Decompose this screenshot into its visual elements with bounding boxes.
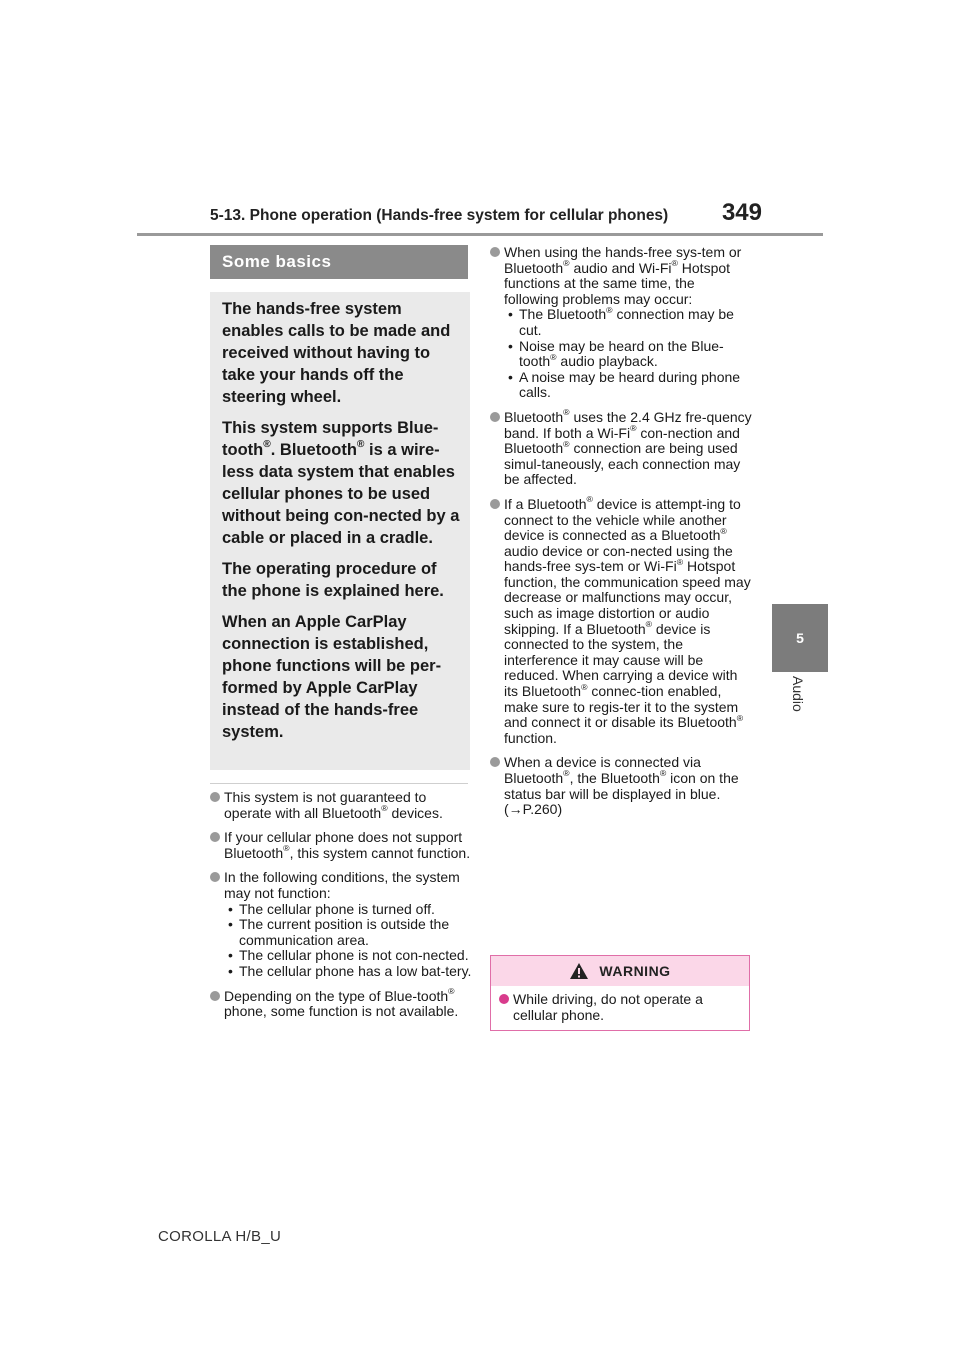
chapter-tab xyxy=(772,604,828,672)
bullet-dot-icon xyxy=(210,832,220,842)
section-heading: Some basics xyxy=(210,245,468,279)
sub-item: • The current position is outside the communication area. xyxy=(224,917,472,948)
sub-item: • The Bluetooth® connection may be cut. xyxy=(504,307,752,338)
warning-bullet xyxy=(491,986,749,1023)
divider xyxy=(210,783,468,784)
summary-paragraph: The hands-free system enables calls to be made and received without having to take your hands off the steering wheel. xyxy=(222,300,451,406)
warning-title: WARNING xyxy=(599,963,671,979)
note-text: In the following conditions, the system may not function: xyxy=(224,869,460,901)
note-bullet xyxy=(210,790,472,821)
note-text: If a Bluetooth® device is attempt-ing to connect to the vehicle while another device is connected as a Bluetooth® audio device or con-nected using the hands-free sys-tem or Wi-Fi® Hotspot function, the communication speed may decrease or malfunctions may occur, such as image distortion or audio skipping. If a Bluetooth® device is connected to the system, the interference it may cause will be reduced. When carrying a device with its Bluetooth® connec-tion enabled, make sure to regis-ter it to the system and connect it or disable its Bluetooth® function. xyxy=(504,494,751,746)
sub-item: • The cellular phone has a low bat-tery. xyxy=(224,964,472,980)
summary-paragraph: When an Apple CarPlay connection is established, phone functions will be per-formed by Apple CarPlay instead of the hands-free system. xyxy=(222,613,442,741)
bullet-dot-icon xyxy=(210,872,220,882)
note-text: If your cellular phone does not support Bluetooth®, this system cannot function. xyxy=(224,829,471,861)
note-bullet xyxy=(490,407,752,488)
warning-text: While driving, do not operate a cellular phone. xyxy=(513,991,703,1023)
bullet-dot-icon xyxy=(210,792,220,802)
note-bullet xyxy=(490,245,752,401)
chapter-label: Audio xyxy=(790,676,806,712)
note-bullet xyxy=(490,494,752,747)
note-text: Bluetooth® uses the 2.4 GHz fre-quency band. If both a Wi-Fi® con-nection and Bluetooth® connection are being used simul-taneously, each connection may be affected. xyxy=(504,407,752,488)
note-bullet xyxy=(210,986,472,1020)
note-bullet xyxy=(210,830,472,861)
summary-box xyxy=(210,292,470,770)
sub-item: • The cellular phone is turned off. xyxy=(224,902,472,918)
note-text: Depending on the type of Blue-tooth® phone, some function is not available. xyxy=(224,986,459,1020)
left-column xyxy=(210,790,472,1029)
model-footer: COROLLA H/B_U xyxy=(158,1228,282,1245)
page-number: 349 xyxy=(721,199,762,226)
bullet-dot-icon xyxy=(490,412,500,422)
note-bullet xyxy=(490,755,752,817)
note-text: When using the hands-free sys-tem or Bluetooth® audio and Wi-Fi® Hotspot functions at the same time, the following problems may occur: xyxy=(504,244,742,307)
summary-paragraph: This system supports Blue-tooth®. Bluetooth® is a wire-less data system that enables cellular phones to be used without being con-nected by a cable or placed in a cradle. xyxy=(222,419,460,547)
bullet-dot-icon xyxy=(490,757,500,767)
summary-paragraph: The operating procedure of the phone is explained here. xyxy=(222,560,444,600)
section-title: 5-13. Phone operation (Hands-free system for cellular phones) xyxy=(210,207,669,224)
note-bullet xyxy=(210,870,472,979)
sub-item: • Noise may be heard on the Blue-tooth® audio playback. xyxy=(504,339,752,370)
warning-triangle-icon xyxy=(569,962,589,980)
sub-item: • A noise may be heard during phone calls. xyxy=(504,370,752,401)
page-header xyxy=(210,199,762,231)
chapter-number: 5 xyxy=(796,630,804,646)
note-text: This system is not guaranteed to operate with all Bluetooth® devices. xyxy=(224,789,443,821)
note-text: When a device is connected via Bluetooth®, the Bluetooth® icon on the status bar will be displayed in blue. (→P.260) xyxy=(504,754,739,818)
bullet-dot-icon xyxy=(490,247,500,257)
sub-item: • The cellular phone is not con-nected. xyxy=(224,948,472,964)
warning-header xyxy=(491,956,749,986)
bullet-dot-icon xyxy=(499,994,509,1004)
bullet-dot-icon xyxy=(490,499,500,509)
header-rule xyxy=(137,233,823,236)
bullet-dot-icon xyxy=(210,991,220,1001)
right-column xyxy=(490,245,752,827)
warning-box xyxy=(490,955,750,1031)
